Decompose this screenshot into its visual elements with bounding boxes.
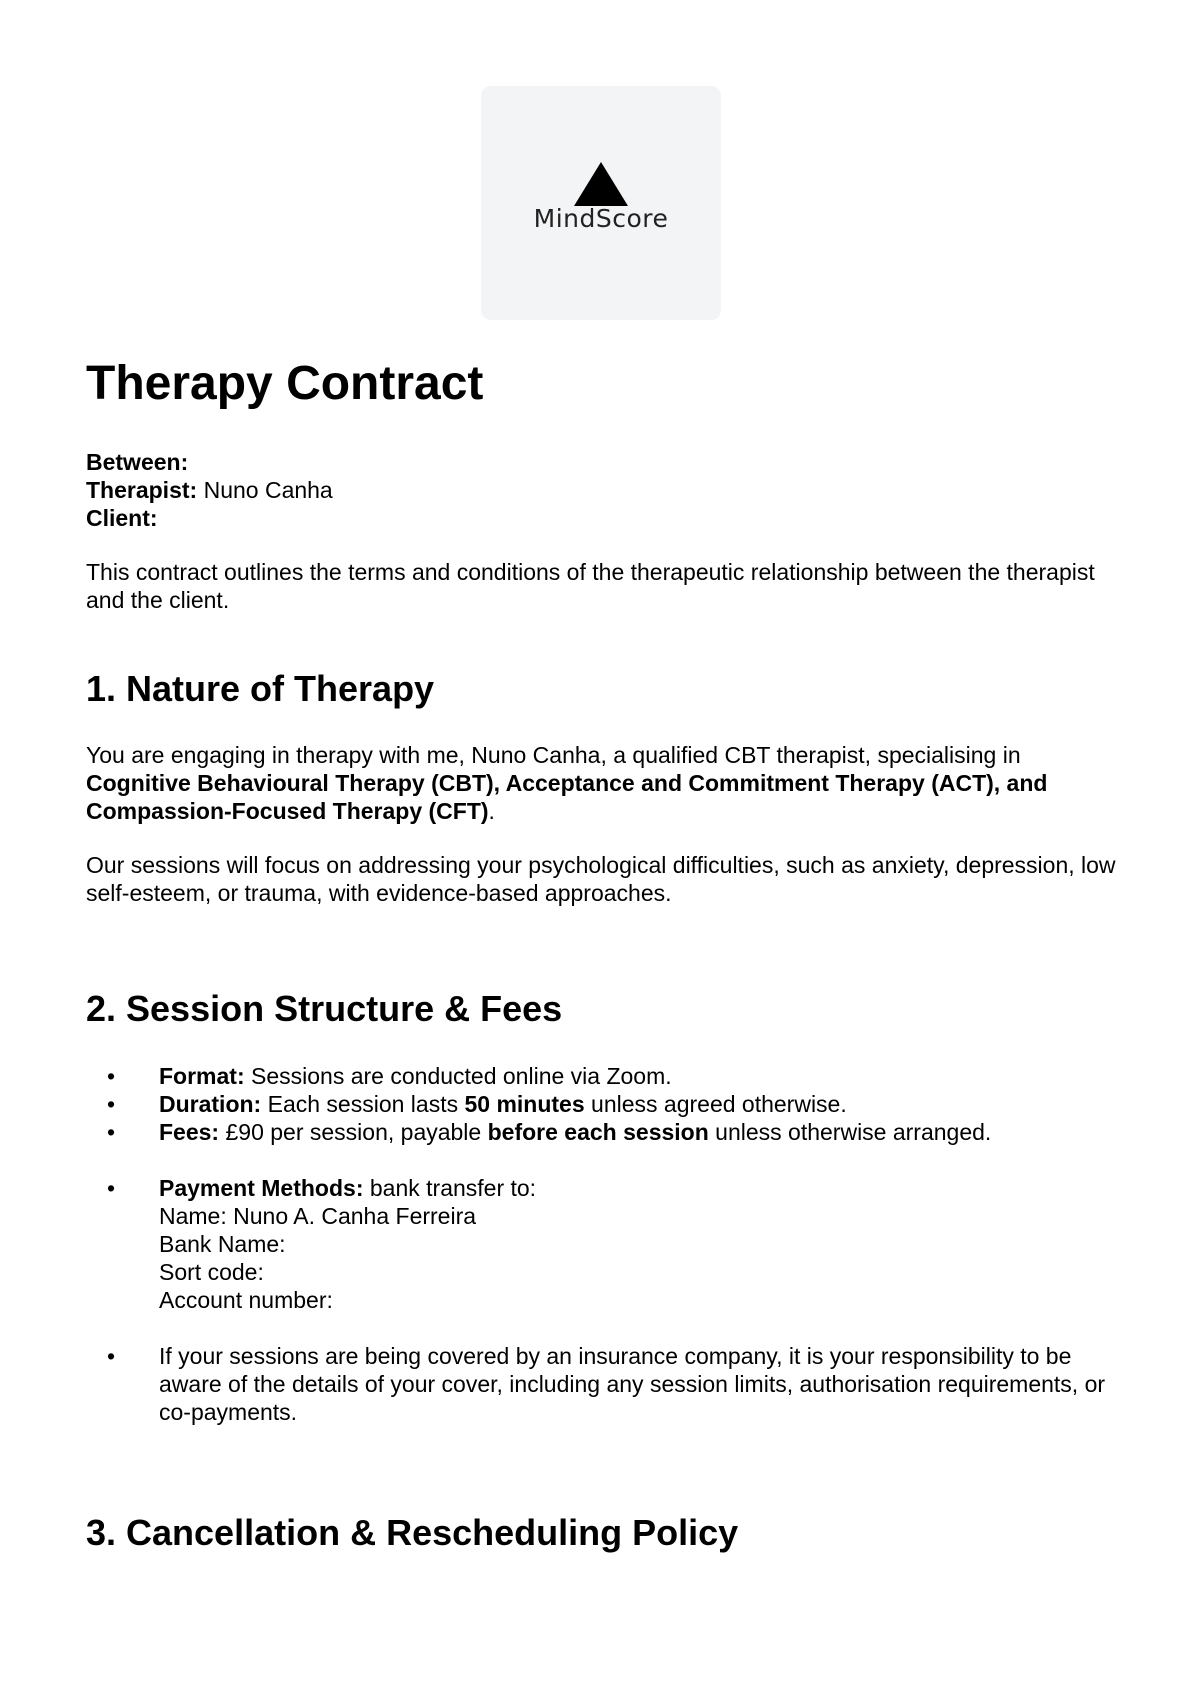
format-text: Sessions are conducted online via Zoom. [251,1063,672,1089]
payment-bank: Bank Name: [159,1231,286,1257]
section-2-heading: 2. Session Structure & Fees [86,988,563,1029]
section-1-p1-end: . [488,798,495,824]
parties-block [86,448,1116,532]
logo-text: MindScore [533,204,669,233]
fees-post: unless otherwise arranged. [715,1119,992,1145]
between-label: Between: [86,449,189,475]
duration-post: unless agreed otherwise. [591,1091,847,1117]
section-1-paragraph-1 [86,741,1116,825]
section-1-p1-bold: Cognitive Behavioural Therapy (CBT), Acceptance and Commitment Therapy (ACT), and Compassion-Focused Therapy (CFT) [86,770,1048,824]
payment-sort-code: Sort code: [159,1259,264,1285]
duration-pre: Each session lasts [267,1091,459,1117]
intro-paragraph: This contract outlines the terms and conditions of the therapeutic relationship between the therapist and the client. [86,559,1095,613]
payment-name: Name: Nuno A. Canha Ferreira [159,1203,477,1229]
bullet-icon: • [107,1119,116,1145]
fees-bold: before each session [487,1119,709,1145]
section-1-heading: 1. Nature of Therapy [86,668,435,709]
client-label: Client: [86,505,158,531]
bullet-icon: • [107,1343,116,1369]
section-3-heading: 3. Cancellation & Rescheduling Policy [86,1512,739,1553]
payment-account-number: Account number: [159,1287,333,1313]
bullet-icon: • [107,1091,116,1117]
fees-label: Fees: [159,1119,220,1145]
fees-pre: £90 per session, payable [225,1119,482,1145]
bullet-icon: • [107,1175,116,1201]
payment-label: Payment Methods: [159,1175,364,1201]
bullet-icon: • [107,1063,116,1089]
page-title: Therapy Contract [86,357,484,410]
format-label: Format: [159,1063,245,1089]
logo [481,86,721,320]
duration-label: Duration: [159,1091,262,1117]
therapist-label: Therapist: [86,477,198,503]
triangle-icon [574,162,628,206]
section-1-p1-text: You are engaging in therapy with me, Nuno Canha, a qualified CBT therapist, specialising in [86,742,1021,768]
insurance-text: If your sessions are being covered by an insurance company, it is your responsibility to be aware of the details of your cover, including any session limits, authorisation requirements, or co-payments. [159,1343,1106,1425]
therapist-name: Nuno Canha [203,477,333,503]
duration-bold: 50 minutes [464,1091,585,1117]
section-1-paragraph-2: Our sessions will focus on addressing your psychological difficulties, such as anxiety, depression, low self-esteem, or trauma, with evidence-based approaches. [86,852,1116,906]
payment-text: bank transfer to: [369,1175,537,1201]
